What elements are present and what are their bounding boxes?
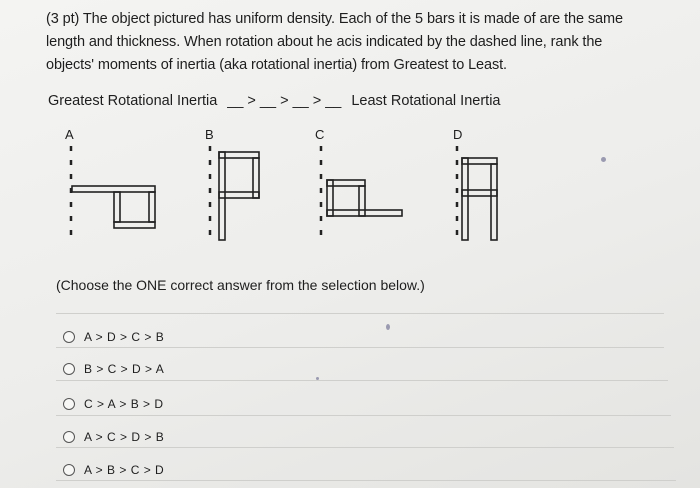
scale-blanks: __ > __ > __ > __ [227,93,342,109]
answer-option-5[interactable] [63,463,164,477]
question-line-1: (3 pt) The object pictured has uniform density. Each of the 5 bars it is made of are the same [46,11,623,27]
figure-label-a: A [65,127,74,142]
figure-d [457,146,497,240]
question-line-2: length and thickness. When rotation about he acis indicated by the dashed line, rank the [46,34,603,50]
figure-label-c: C [315,127,325,142]
divider [56,380,668,381]
figure-label-b: B [205,127,214,142]
radio-button[interactable] [63,431,75,443]
option-label: A > D > C > B [84,330,165,344]
instruction-text: (Choose the ONE correct answer from the selection below.) [56,277,425,293]
divider [56,447,674,448]
answer-option-4[interactable] [63,430,164,444]
question-line-3: objects' moments of inertia (aka rotational inertia) from Greatest to Least. [46,57,507,73]
radio-button[interactable] [63,464,75,476]
scale-greatest-label: Greatest Rotational Inertia [48,93,218,109]
figure-b [210,146,259,240]
radio-button[interactable] [63,398,75,410]
figure-c [321,146,402,240]
answer-option-2[interactable] [63,362,164,376]
option-label: A > C > D > B [84,430,165,444]
divider [56,480,676,481]
option-label: A > B > C > D [84,463,165,477]
answer-option-1[interactable] [63,330,164,344]
answer-option-3[interactable] [63,397,164,411]
rotation-figures [0,140,700,255]
screen-speck [316,377,319,380]
screen-speck [386,324,390,330]
inertia-scale [48,93,528,109]
figure-label-d: D [453,127,463,142]
scale-least-label: Least Rotational Inertia [351,93,501,109]
divider [56,347,664,348]
question-text [46,8,666,77]
screen-speck [601,157,606,162]
option-label: B > C > D > A [84,362,165,376]
radio-button[interactable] [63,363,75,375]
divider [56,415,671,416]
radio-button[interactable] [63,331,75,343]
figure-a [71,146,155,240]
divider [56,313,664,314]
option-label: C > A > B > D [84,397,164,411]
